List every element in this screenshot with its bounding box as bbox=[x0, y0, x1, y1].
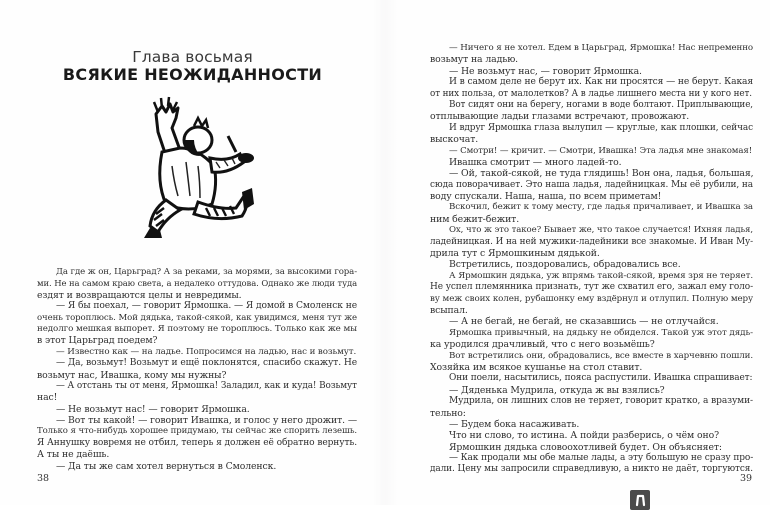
text-line: Что ни слово, то истина. А пойди разберись, о чём оно? bbox=[449, 430, 719, 442]
text-line: Ох, что ж это такое? Бывает же, что такое случается! Ихняя ладья, bbox=[449, 225, 753, 236]
text-line: ним бежит-бежит. bbox=[430, 213, 520, 225]
text-line: Встретились, поздоровались, обрадовались все. bbox=[449, 259, 681, 271]
text-line: Да где ж он, Царьград? А за реками, за морями, за высокими гора- bbox=[56, 267, 357, 277]
right-page-text bbox=[430, 43, 753, 476]
text-line: Вот сидят они на берегу, ногами в воде болтают. Приплывающие, bbox=[449, 99, 753, 110]
text-line: — Я бы поехал, — говорит Ярмошка. — Я домой в Смоленск не bbox=[56, 301, 357, 312]
text-line: тельно: bbox=[430, 407, 466, 419]
text-line: — А не бегай, не бегай, не сказавшись — не отлучайся. bbox=[449, 316, 719, 328]
text-line: выскочат. bbox=[430, 134, 479, 146]
text-line: — Вот ты какой! — говорит Ивашка, и голос у него дрожит. — bbox=[56, 415, 357, 427]
text-line: недолго мешкая выпорет. Я поэтому не тороплюсь. Только как же мы bbox=[37, 323, 357, 334]
text-line: И в самом деле не берут их. Как ни просятся — не берут. Какая bbox=[449, 77, 754, 88]
text-line: Ярмошка привычный, на дядьку не обиделся. Такой уж этот дядь- bbox=[449, 327, 753, 338]
text-line: Вот встретились они, обрадовались, все вместе в харчевню пошли. bbox=[449, 350, 753, 361]
text-line: воду спускали. Наша, наша, по всем приметам! bbox=[430, 191, 662, 203]
text-line: всыпал. bbox=[430, 304, 468, 316]
text-line: дрила тут с Ярмошкиным дядькой. bbox=[430, 248, 600, 260]
text-line: дали. Цену мы запросили справедливую, а никто не даёт, торгуются. bbox=[430, 464, 753, 475]
text-line: Ярмошкин дядька словоохотливей будет. Он объясняет: bbox=[449, 441, 722, 453]
text-line: Хозяйка им всякое кушанье на стол ставит. bbox=[430, 361, 643, 373]
page-bottom-edge bbox=[0, 505, 770, 521]
text-line: — Не возьмут нас, — говорит Ярмошка. bbox=[449, 65, 642, 77]
page-number-right: 39 bbox=[740, 473, 753, 484]
text-line: ладейницкая. И на ней мужики-ладейники все знакомые. И Иван Му- bbox=[430, 236, 753, 247]
text-line: очень тороплюсь. Мой дядька, такой-сякой, как увидимся, меня тут же bbox=[37, 312, 357, 323]
text-line: сюда поворачивает. Это наша ладья, ладейницкая. Мы её рубили, на bbox=[430, 179, 753, 190]
left-page-text bbox=[37, 267, 357, 472]
text-line: ву меж своих колен, рубашонку ему вздёрнул и отлупил. Полную меру bbox=[430, 293, 753, 304]
text-line: — А отстань ты от меня, Ярмошка! Заладил, как и куда! Возьмут bbox=[56, 380, 357, 391]
text-line: Только я что-нибудь хорошее придумаю, ты сейчас же спорить лезешь. bbox=[37, 426, 357, 437]
text-line: ми. Не на самом краю света, а недалеко оттудова. Однако же люди туда bbox=[37, 278, 357, 289]
dancing-peasant-illustration bbox=[128, 92, 260, 242]
text-line: — Да ты же сам хотел вернуться в Смоленск. bbox=[56, 460, 277, 472]
text-line: отплывающие ладьи глазами встречают, провожают. bbox=[430, 111, 690, 123]
text-line: Ивашка смотрит — много ладей-то. bbox=[449, 156, 622, 168]
text-line: Я Аннушку вовремя не отбил, теперь я должен её обратно вернуть. bbox=[37, 437, 357, 448]
text-line: нас! bbox=[37, 392, 58, 404]
page-number-left: 38 bbox=[37, 473, 50, 484]
chapter-title: ВСЯКИЕ НЕОЖИДАННОСТИ bbox=[62, 65, 323, 84]
text-line: — Известно как — на ладье. Попросимся на ладью, нас и возьмут. bbox=[56, 346, 357, 357]
text-line: И вдруг Ярмошка глаза вылупил — круглые, как плошки, сейчас bbox=[449, 122, 753, 133]
text-line: — Будем бока насаживать. bbox=[449, 418, 580, 430]
text-line: Не успел племянника признать, тут же схватил его, зажал ему голо- bbox=[430, 282, 753, 293]
publisher-logo-icon[interactable] bbox=[630, 490, 650, 510]
chapter-label: Глава восьмая bbox=[132, 48, 253, 66]
text-line: Вскочил, бежит к тому месту, где ладья причаливает, и Ивашка за bbox=[449, 202, 753, 213]
text-line: — Дяденька Мудрила, откуда ж вы взялись? bbox=[449, 384, 665, 396]
text-line: А Ярмошкин дядька, уж впрямь такой-сякой, время зря не теряет. bbox=[449, 270, 753, 281]
text-line: — Да, возьмут! Возьмут и ещё поклонятся, спасибо скажут. Не bbox=[56, 358, 357, 369]
illustration-ladle bbox=[228, 136, 236, 152]
text-line: — Ничего я не хотел. Едем в Царьград, Ярмошка! Нас непременно bbox=[449, 43, 753, 53]
text-line: в этот Царьград поедем? bbox=[37, 335, 158, 347]
text-line: А ты не даёшь. bbox=[37, 449, 110, 461]
text-line: — Смотри! — кричит. — Смотри, Ивашка! Эта ладья мне знакомая! bbox=[449, 145, 753, 156]
text-line: от них польза, от малолетков? А в ладье лишнего места ни у кого нет. bbox=[430, 88, 752, 99]
text-line: возьмут на ладью. bbox=[430, 54, 519, 66]
text-line: — Как продали мы обе малые лады, а эту большую не сразу про- bbox=[449, 453, 754, 464]
text-line: Они поели, насытились, пояса распустили. Ивашка спрашивает: bbox=[449, 373, 753, 384]
text-line: Мудрила, он лишних слов не теряет, говорит кратко, а вразуми- bbox=[449, 396, 753, 407]
text-line: — Не возьмут нас! — говорит Ярмошка. bbox=[56, 403, 250, 415]
text-line: — Ой, такой-сякой, не туда глядишь! Вон она, ладья, большая, bbox=[449, 168, 754, 180]
text-line: возьмут нас, Ивашка, кому мы нужны? bbox=[37, 369, 227, 381]
left-page bbox=[0, 0, 385, 505]
text-line: ка уродился драчливый, что с него возьмёшь? bbox=[430, 339, 655, 351]
labirint-l-icon bbox=[633, 493, 647, 507]
book-gutter bbox=[372, 0, 398, 505]
text-line: ездят и возвращаются целы и невредимы. bbox=[37, 289, 242, 301]
